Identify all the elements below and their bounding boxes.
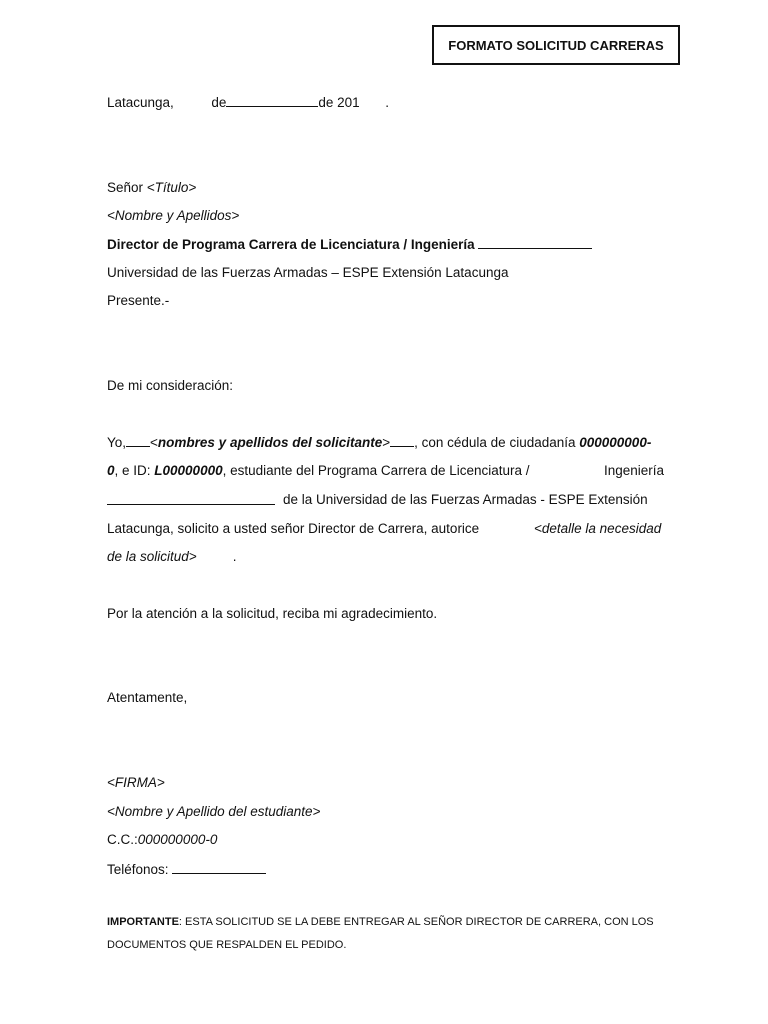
- detalle-placeholder: <detalle la necesidad: [534, 521, 662, 536]
- senor-label: Señor: [107, 180, 147, 195]
- solicitante-name: nombres y apellidos del solicitante: [157, 435, 383, 450]
- period: .: [232, 549, 237, 564]
- closing-text: Por la atención a la solicitud, reciba mi agradecimiento.: [107, 606, 438, 621]
- universidad-text: de la Universidad de las Fuerzas Armadas - ESPE Extensión: [283, 492, 648, 507]
- greeting: De mi consideración:: [107, 378, 234, 393]
- director-title: Director de Programa Carrera de Licenciatura / Ingeniería: [107, 237, 475, 252]
- body-line-5: [107, 549, 236, 564]
- date-blank: [226, 94, 318, 107]
- name-close: >: [382, 435, 391, 450]
- ingenieria-text: Ingeniería: [604, 463, 665, 478]
- date-de-1: de: [211, 95, 227, 110]
- cedula-label: , con cédula de ciudadanía: [414, 435, 580, 450]
- important-note-line-1: [107, 916, 654, 928]
- cc-line: [107, 832, 217, 847]
- important-note-line-2: DOCUMENTOS QUE RESPALDEN EL PEDIDO.: [107, 939, 347, 951]
- recipient-presente: Presente.-: [107, 293, 170, 308]
- cc-label: C.C.:: [107, 832, 138, 847]
- date-end: .: [385, 95, 389, 110]
- estudiante-text: , estudiante del Programa Carrera de Licenciatura /: [222, 463, 530, 478]
- body-line-2: [107, 463, 665, 478]
- blank-yo: [126, 434, 150, 447]
- name-open: <: [150, 435, 158, 450]
- cedula-value-part1: 000000000-: [579, 435, 652, 450]
- detalle-placeholder-end: de la solicitud>: [107, 549, 197, 564]
- id-label: , e ID:: [114, 463, 155, 478]
- recipient-name: <Nombre y Apellidos>: [107, 208, 240, 223]
- carrera-blank: [107, 492, 275, 505]
- form-title-box: [432, 25, 680, 65]
- id-value: L00000000: [154, 463, 223, 478]
- body-line-4: [107, 521, 662, 536]
- recipient-senor-line: [107, 180, 196, 195]
- date-city: Latacunga,: [107, 95, 174, 110]
- date-de-2: de 201: [318, 95, 360, 110]
- titulo-placeholder: <Título>: [146, 180, 197, 195]
- blank-name: [390, 434, 414, 447]
- recipient-director-line: [107, 236, 592, 252]
- important-label: IMPORTANTE: [107, 916, 179, 928]
- telefonos-blank: [172, 861, 266, 874]
- body-line-3: [107, 492, 662, 508]
- body-line-1: [107, 434, 662, 450]
- important-text-1: : ESTA SOLICITUD SE LA DEBE ENTREGAR AL SEÑOR DIRECTOR DE CARRERA, CON LOS: [178, 916, 654, 928]
- firma-placeholder: <FIRMA>: [107, 775, 165, 790]
- student-name-placeholder: <Nombre y Apellido del estudiante>: [107, 804, 321, 819]
- date-line: [107, 94, 389, 110]
- yo-label: Yo,: [107, 435, 127, 450]
- director-blank: [478, 236, 592, 249]
- cc-value: 000000000-0: [137, 832, 218, 847]
- solicito-text: Latacunga, solicito a usted señor Director de Carrera, autorice: [107, 521, 480, 536]
- telefonos-line: [107, 861, 266, 877]
- atentamente: Atentamente,: [107, 690, 188, 705]
- recipient-university: Universidad de las Fuerzas Armadas – ESPE Extensión Latacunga: [107, 265, 509, 280]
- telefonos-label: Teléfonos:: [107, 862, 169, 877]
- cedula-value-part2: 0: [107, 463, 115, 478]
- form-title: FORMATO SOLICITUD CARRERAS: [448, 37, 664, 53]
